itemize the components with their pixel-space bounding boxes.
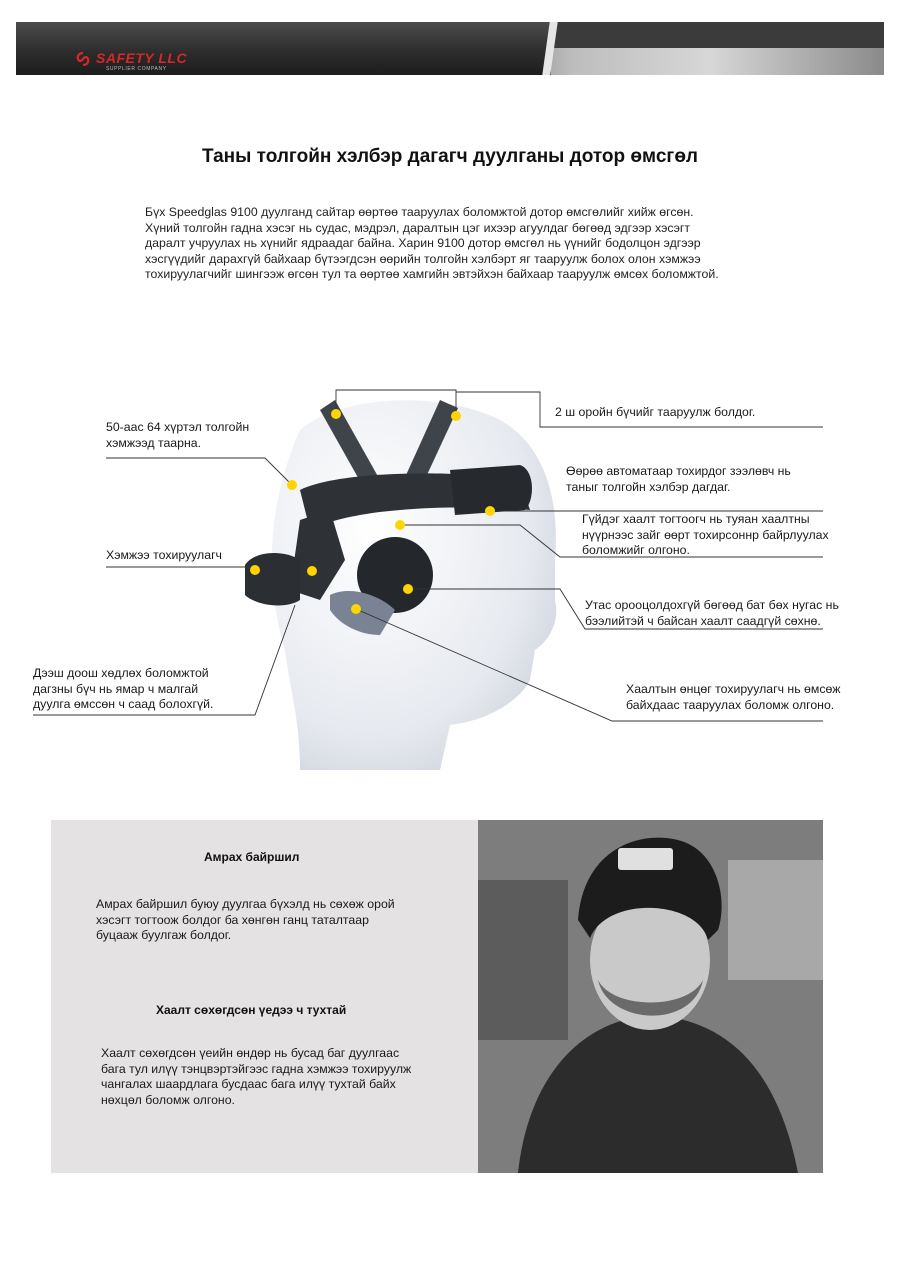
photo-bg-window: [728, 860, 823, 980]
callout-line: нүүрнээс зайг өөрт тохирсоннр байрлуулах: [582, 527, 829, 542]
callout-line: байхдаас тааруулах боломж олгоно.: [626, 697, 835, 712]
marker-dot: [451, 411, 461, 421]
callout-line: Хаалтын өнцөг тохируулагч нь өмсөж: [626, 682, 841, 696]
callout-line: 2 ш оройн бүчийг тааруулж болдог.: [555, 405, 756, 419]
welder-illustration: [478, 820, 823, 1173]
callout-line: 50-аас 64 хүртэл толгойн: [106, 420, 250, 434]
feature-line: буцааж буулгаж болдог.: [96, 928, 232, 942]
callout-line: боломжийг олгоно.: [582, 543, 690, 557]
marker-dot: [351, 604, 361, 614]
brand-name: SAFETY LLC: [96, 50, 188, 66]
page-title: Таны толгойн хэлбэр дагагч дуулганы дотор өмсгөл: [201, 146, 698, 167]
callout-auto-sweatband: [566, 464, 791, 495]
size-adjuster-knob: [245, 553, 300, 605]
feature-line: чангалах шаардлага бусдаас бага илүү тухтай байх: [101, 1077, 396, 1091]
intro-line: тохируулагчийг шингээж өгсөн тул та өөртөө хамгийн эвтэйхэн байхаар тааруулж өмсөх боломжтой.: [145, 267, 719, 281]
photo-bg-machine: [478, 880, 568, 1040]
callout-pivot: [585, 598, 839, 629]
helmet-lens: [618, 848, 673, 870]
callout-line: таныг толгойн хэлбэр дагдаг.: [566, 479, 731, 494]
callout-line: дагзны бүч нь ямар ч малгай: [33, 681, 199, 696]
feature-line: нөхцөл боломж олгоно.: [101, 1092, 235, 1107]
callout-size-adjuster: [106, 548, 222, 564]
callout-size-range: [106, 420, 249, 451]
callout-neck-strap: [33, 666, 213, 713]
brand-tagline: SUPPLIER COMPANY: [106, 66, 167, 72]
intro-line: хэсгүүдийг дарахгүй байхаар бүтээгдсэн өөрийн толгойн хэлбэрт яг тааруулж болох олон хэмжээ: [145, 251, 701, 266]
banner-top-strip: [551, 22, 884, 48]
callout-line: хэмжээд таарна.: [106, 435, 202, 450]
callout-line: Хэмжээ тохируулагч: [106, 548, 222, 562]
marker-dot: [331, 409, 341, 419]
marker-dot: [307, 566, 317, 576]
marker-dot: [485, 506, 495, 516]
headgear-diagram: [0, 380, 900, 780]
callout-line: Утас орооцолдохгүй бөгөөд бат бөх нугас нь: [585, 598, 839, 612]
feature-heading-rest: Амрах байршил: [204, 850, 300, 864]
callout-line: Гүйдэг хаалт тогтоогч нь туяан хаалтны: [582, 512, 810, 526]
feature-body-stays-up: [101, 1046, 411, 1108]
callout-line: бээлийтэй ч байсан хаалт саадгүй сөхнө.: [585, 613, 821, 628]
feature-panel: [51, 820, 478, 1173]
brand-mark-icon: [76, 52, 90, 66]
header-banner: [16, 22, 884, 75]
callout-top-straps: [555, 405, 755, 421]
callout-line: Өөрөө автоматаар тохирдог зээлөвч нь: [566, 464, 791, 478]
marker-dot: [287, 480, 297, 490]
callout-slide-lock: [582, 512, 829, 559]
feature-line: бага тул илүү тэнцвэртэйгээс гадна хэмжээ тохируулж: [101, 1061, 412, 1076]
marker-dot: [250, 565, 260, 575]
feature-line: хэсэгт тогтоож болдог ба хөнгөн ганц таталтаар: [96, 912, 369, 927]
welder-photo: [478, 820, 823, 1173]
intro-line: Бүх Speedglas 9100 дуулганд сайтар өөртөө тааруулах боломжтой дотор өмсгөлийг хийж өгсөн.: [145, 205, 694, 219]
callout-angle-adjuster: [626, 682, 841, 713]
brand-logo[interactable]: [76, 50, 276, 72]
callout-line: дуулга өмссөн ч саад болохгүй.: [33, 697, 214, 711]
feature-line: Хаалт сөхөгдсөн үеийн өндөр нь бусад баг дуулгаас: [101, 1046, 400, 1060]
marker-dot: [395, 520, 405, 530]
callout-line: Дээш доош хөдлөх боломжтой: [33, 666, 209, 680]
intro-paragraph: [145, 205, 785, 283]
marker-dot: [403, 584, 413, 594]
leader-line: [106, 458, 292, 485]
feature-heading-stays-up: Хаалт сөхөгдсөн үедээ ч тухтай: [156, 1003, 347, 1017]
feature-line: Амрах байршил буюу дуулгаа бүхэлд нь сөхөж орой: [96, 897, 395, 911]
intro-line: Хүний толгойн гадна хэсэг нь судас, мэдрэл, даралтын цэг ихээр агуулдаг бөгөөд эдгээр хэсэгт: [145, 220, 691, 235]
intro-line: даралт учруулах нь хүнийг ядраадаг байна. Харин 9100 дотор өмсгөл нь үүнийг бодолцон эдгээр: [145, 236, 701, 250]
feature-body-rest: [96, 897, 395, 944]
